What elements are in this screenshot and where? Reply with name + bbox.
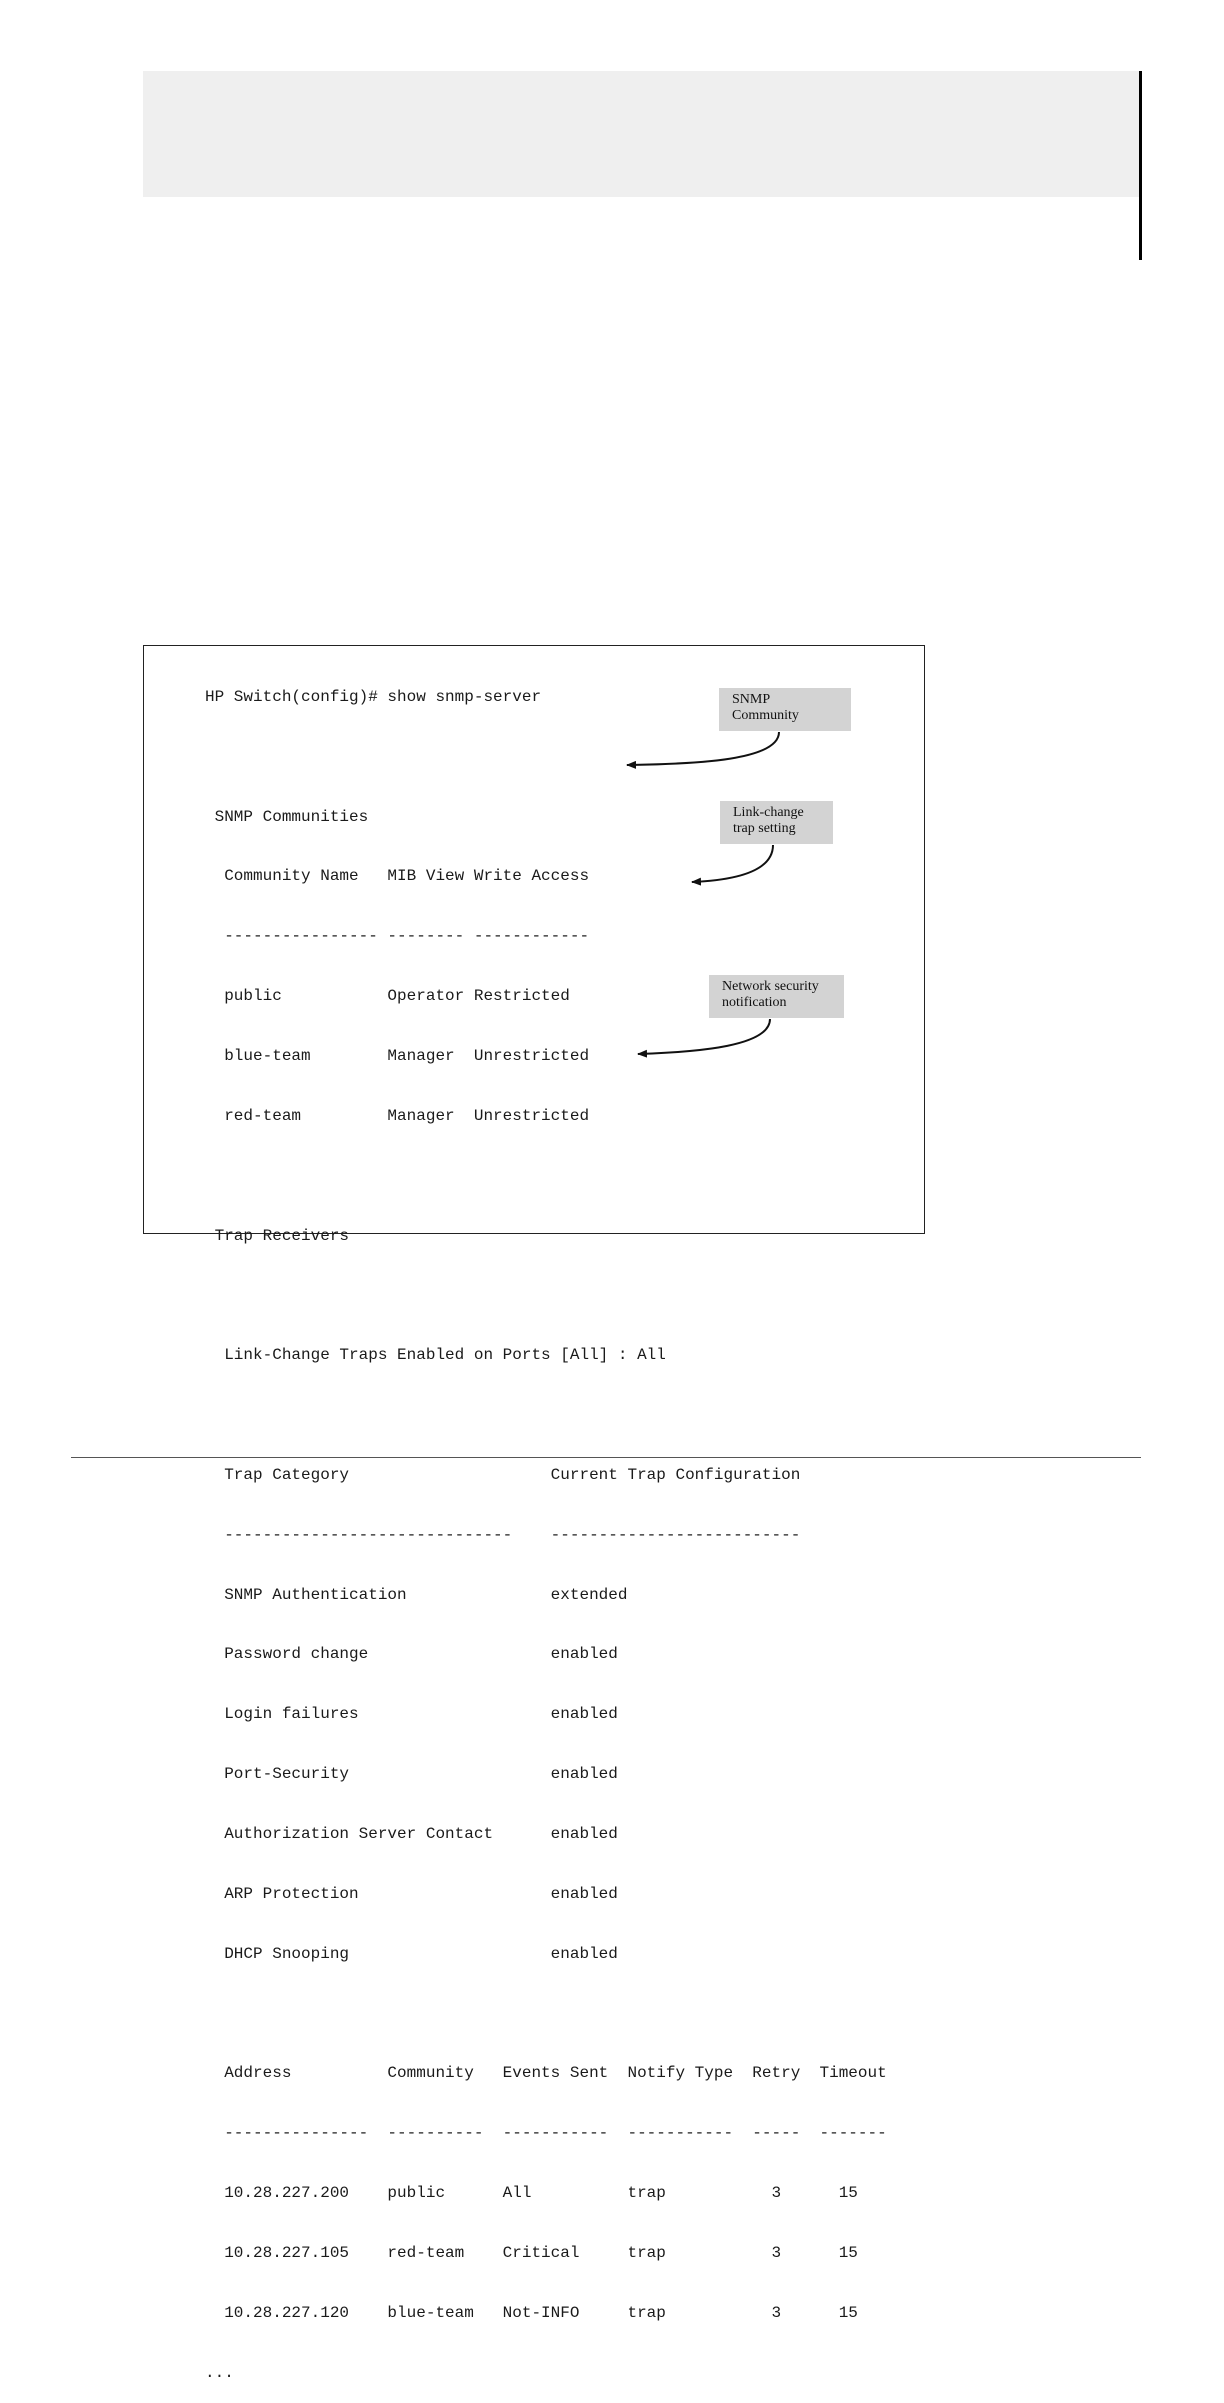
cli-line: HP Switch(config)# show snmp-server <box>205 687 542 706</box>
cli-line: Link-Change Traps Enabled on Ports [All] : All <box>205 1346 666 1365</box>
cli-line: ------------------------------ -------------------------- <box>205 1525 801 1544</box>
cli-line: ---------------- -------- ------------ <box>205 927 590 946</box>
cli-line: Authorization Server Contact enabled <box>205 1824 618 1843</box>
arrow-snmp-community <box>627 732 779 765</box>
arrow-link-change <box>692 845 773 882</box>
cli-line: Community Name MIB View Write Access <box>205 867 590 886</box>
cli-line: Password change enabled <box>205 1645 618 1664</box>
callout-text: SNMP <box>732 692 771 707</box>
cli-line: Address Community Events Sent Notify Type Retry Timeout <box>205 2064 887 2083</box>
cli-line: SNMP Communities <box>205 807 369 826</box>
cli-line: Trap Receivers <box>205 1226 350 1245</box>
callout-text: Network security <box>722 979 819 994</box>
cli-line: Trap Category Current Trap Configuration <box>205 1465 801 1484</box>
callout-text: trap setting <box>733 821 796 836</box>
cli-line: blue-team Manager Unrestricted <box>205 1046 590 1065</box>
cli-line: Login failures enabled <box>205 1705 618 1724</box>
cli-line <box>205 2004 887 2024</box>
cli-line: Port-Security enabled <box>205 1765 618 1784</box>
footer-rule <box>71 1457 1141 1458</box>
callout-text: notification <box>722 995 787 1010</box>
cli-line: SNMP Authentication extended <box>205 1585 628 1604</box>
cli-line: 10.28.227.120 blue-team Not-INFO trap 3 15 <box>205 2303 858 2322</box>
cli-line: --------------- ---------- ----------- ----------- ----- ------- <box>205 2124 887 2143</box>
callout-text: Link-change <box>733 805 804 820</box>
callout-text: Community <box>732 708 799 723</box>
cli-line: ... <box>205 2363 234 2382</box>
arrow-network-security <box>638 1019 770 1054</box>
cli-line: ARP Protection enabled <box>205 1884 618 1903</box>
cli-line: red-team Manager Unrestricted <box>205 1106 590 1125</box>
cli-line: public Operator Restricted <box>205 987 570 1006</box>
cli-line: 10.28.227.200 public All trap 3 15 <box>205 2184 858 2202</box>
cli-line: 10.28.227.105 red-team Critical trap 3 15 <box>205 2243 858 2262</box>
cli-line: DHCP Snooping enabled <box>205 1944 618 1963</box>
